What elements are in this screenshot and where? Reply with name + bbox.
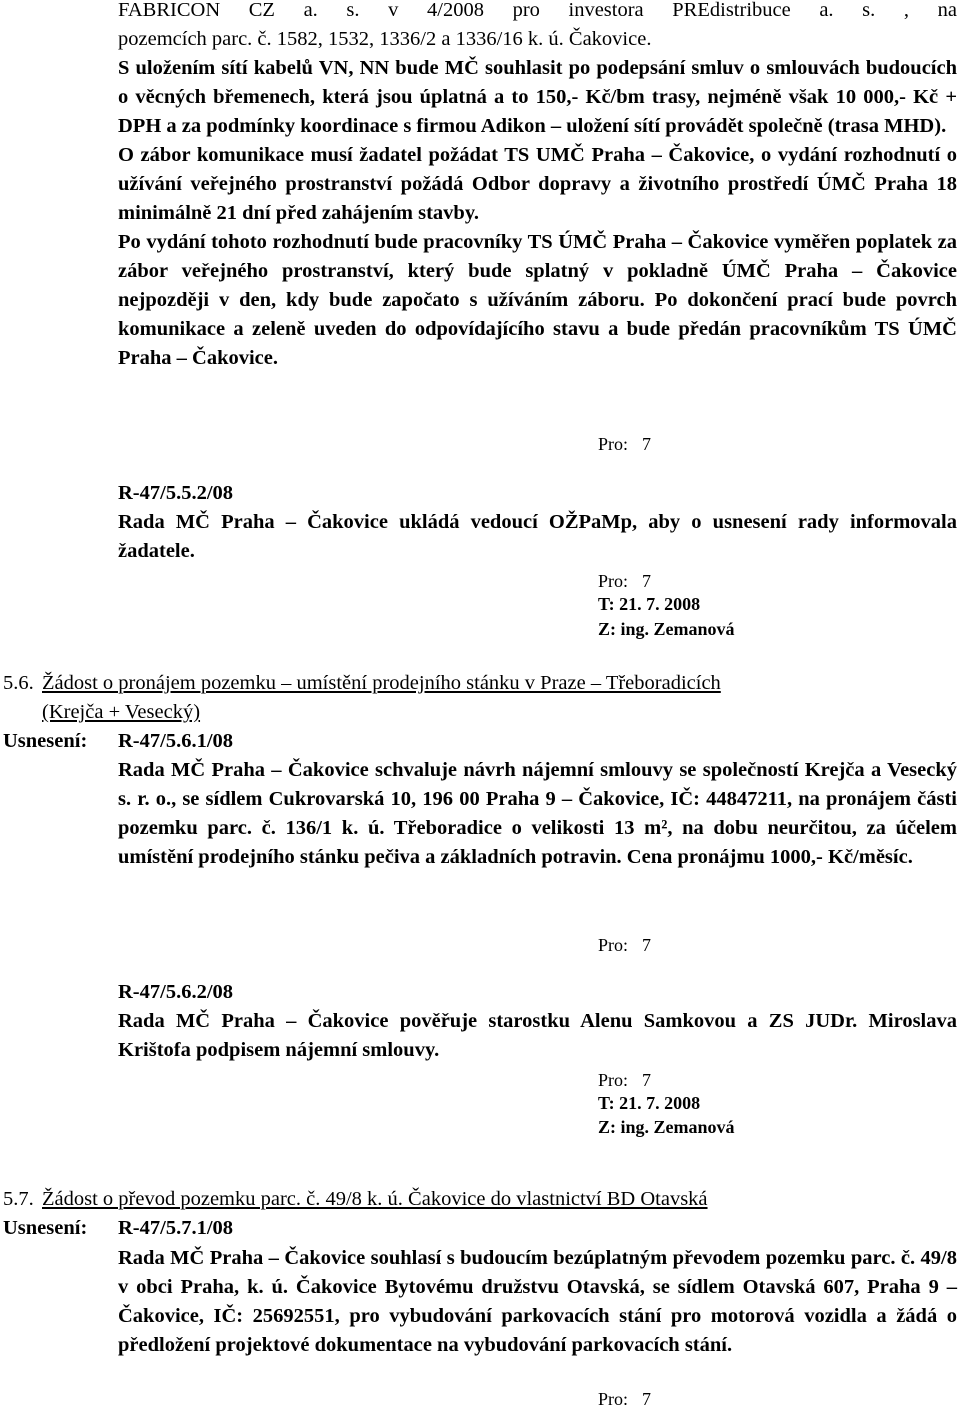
vote-count bbox=[598, 1385, 651, 1414]
resolution-id: R-47/5.7.1/08 bbox=[118, 1217, 234, 1239]
paragraph-road-occupation: O zábor komunikace musí žadatel požádat TS UMČ Praha – Čakovice, o vydání rozhodnutí o užívání veřejného prostranství požádá Odbor dopravy a životního prostředí ÚMČ Praha 18 minimálně 21 dní před zahájením stavby. bbox=[118, 144, 957, 224]
resolution-text: Rada MČ Praha – Čakovice ukládá vedoucí OŽPaMp, aby o usnesení rady informovala žadatele. bbox=[118, 511, 957, 562]
deadline: T: 21. 7. 2008 bbox=[598, 1093, 701, 1113]
item-title: Žádost o pronájem pozemku – umístění prodejního stánku v Praze – Třeboradicích bbox=[42, 672, 721, 694]
resolution-label: Usnesení: bbox=[3, 1217, 88, 1239]
resolution-text: Rada MČ Praha – Čakovice pověřuje starostku Alenu Samkovou a ZS JUDr. Miroslava Krištofa podpisem nájemní smlouvy. bbox=[118, 1010, 957, 1061]
vote-label: Pro: bbox=[598, 1070, 629, 1090]
intro-line-1: FABRICON CZ a. s. v 4/2008 pro investora PREdistribuce a. s. , na bbox=[118, 0, 957, 21]
resolution-5-6-1 bbox=[118, 756, 957, 872]
vote-count bbox=[598, 931, 651, 960]
resolution-id: R-47/5.5.2/08 bbox=[118, 482, 234, 504]
vote-label: Pro: bbox=[598, 434, 629, 454]
responsible-person: Z: ing. Zemanová bbox=[598, 1117, 735, 1137]
intro-block bbox=[118, 0, 957, 373]
resolution-id: R-47/5.6.1/08 bbox=[118, 730, 234, 752]
item-number: 5.7. bbox=[3, 1188, 34, 1210]
deadline: T: 21. 7. 2008 bbox=[598, 594, 701, 614]
responsible-person: Z: ing. Zemanová bbox=[598, 619, 735, 639]
resolution-text: Rada MČ Praha – Čakovice souhlasí s budoucím bezúplatným převodem pozemku parc. č. 49/8 v obci Praha, k. ú. Čakovice Bytovému družstvu Otavská, se sídlem Otavská 607, Praha 9 – Čakovice, IČ: 25692551, pro vybudování parkovacích stání pro motorová vozidla a žádá o předložení projektové dokumentace na vybudování parkovacích stání. bbox=[118, 1247, 957, 1356]
paragraph-fee: Po vydání tohoto rozhodnutí bude pracovníky TS ÚMČ Praha – Čakovice vyměřen poplatek za zábor veřejného prostranství, který bude splatný v pokladně ÚMČ Praha – Čakovice nejpozději v den, kdy bude započato s užíváním záboru. Po dokončení prací bude povrch komunikace a zeleně uveden do odpovídajícího stavu a bude předán pracovníkům TS ÚMČ Praha – Čakovice. bbox=[118, 231, 957, 369]
resolution-label: Usnesení: bbox=[3, 730, 88, 752]
vote-value: 7 bbox=[642, 571, 652, 591]
vote-label: Pro: bbox=[598, 571, 629, 591]
intro-line-2: pozemcích parc. č. 1582, 1532, 1336/2 a 1336/16 k. ú. Čakovice. bbox=[118, 28, 652, 50]
item-number: 5.6. bbox=[3, 672, 34, 694]
resolution-id: R-47/5.6.2/08 bbox=[118, 981, 234, 1003]
resolution-5-6-2 bbox=[118, 978, 957, 1065]
resolution-5-5-2 bbox=[118, 479, 957, 566]
item-title: Žádost o převod pozemku parc. č. 49/8 k. ú. Čakovice do vlastnictví BD Otavská bbox=[42, 1188, 708, 1210]
vote-label: Pro: bbox=[598, 935, 629, 955]
vote-value: 7 bbox=[642, 1070, 652, 1090]
vote-value: 7 bbox=[642, 935, 652, 955]
vote-count bbox=[598, 430, 651, 459]
resolution-5-7-1 bbox=[118, 1244, 957, 1360]
resolution-text: Rada MČ Praha – Čakovice schvaluje návrh nájemní smlouvy se společností Krejča a Vesecký s. r. o., se sídlem Cukrovarská 10, 196 00 Praha 9 – Čakovice, IČ: 44847211, na pronájem části pozemku parc. č. 136/1 k. ú. Třeboradice o velikosti 13 m², na dobu neurčitou, za účelem umístění prodejního stánku pečiva a základních potravin. Cena pronájmu 1000,- Kč/měsíc. bbox=[118, 759, 957, 868]
vote-value: 7 bbox=[642, 1389, 652, 1409]
paragraph-cable-conditions: S uložením sítí kabelů VN, NN bude MČ souhlasit po podepsání smluv o smlouvách budoucích o věcných břemenech, která jsou úplatná a to 150,- Kč/bm trasy, nejméně však 10 000,- Kč + DPH a za podmínky koordinace s firmou Adikon – uložení sítí provádět společně (trasa MHD). bbox=[118, 57, 957, 137]
vote-label: Pro: bbox=[598, 1389, 629, 1409]
item-title-continued: (Krejča + Vesecký) bbox=[42, 701, 201, 723]
vote-value: 7 bbox=[642, 434, 652, 454]
